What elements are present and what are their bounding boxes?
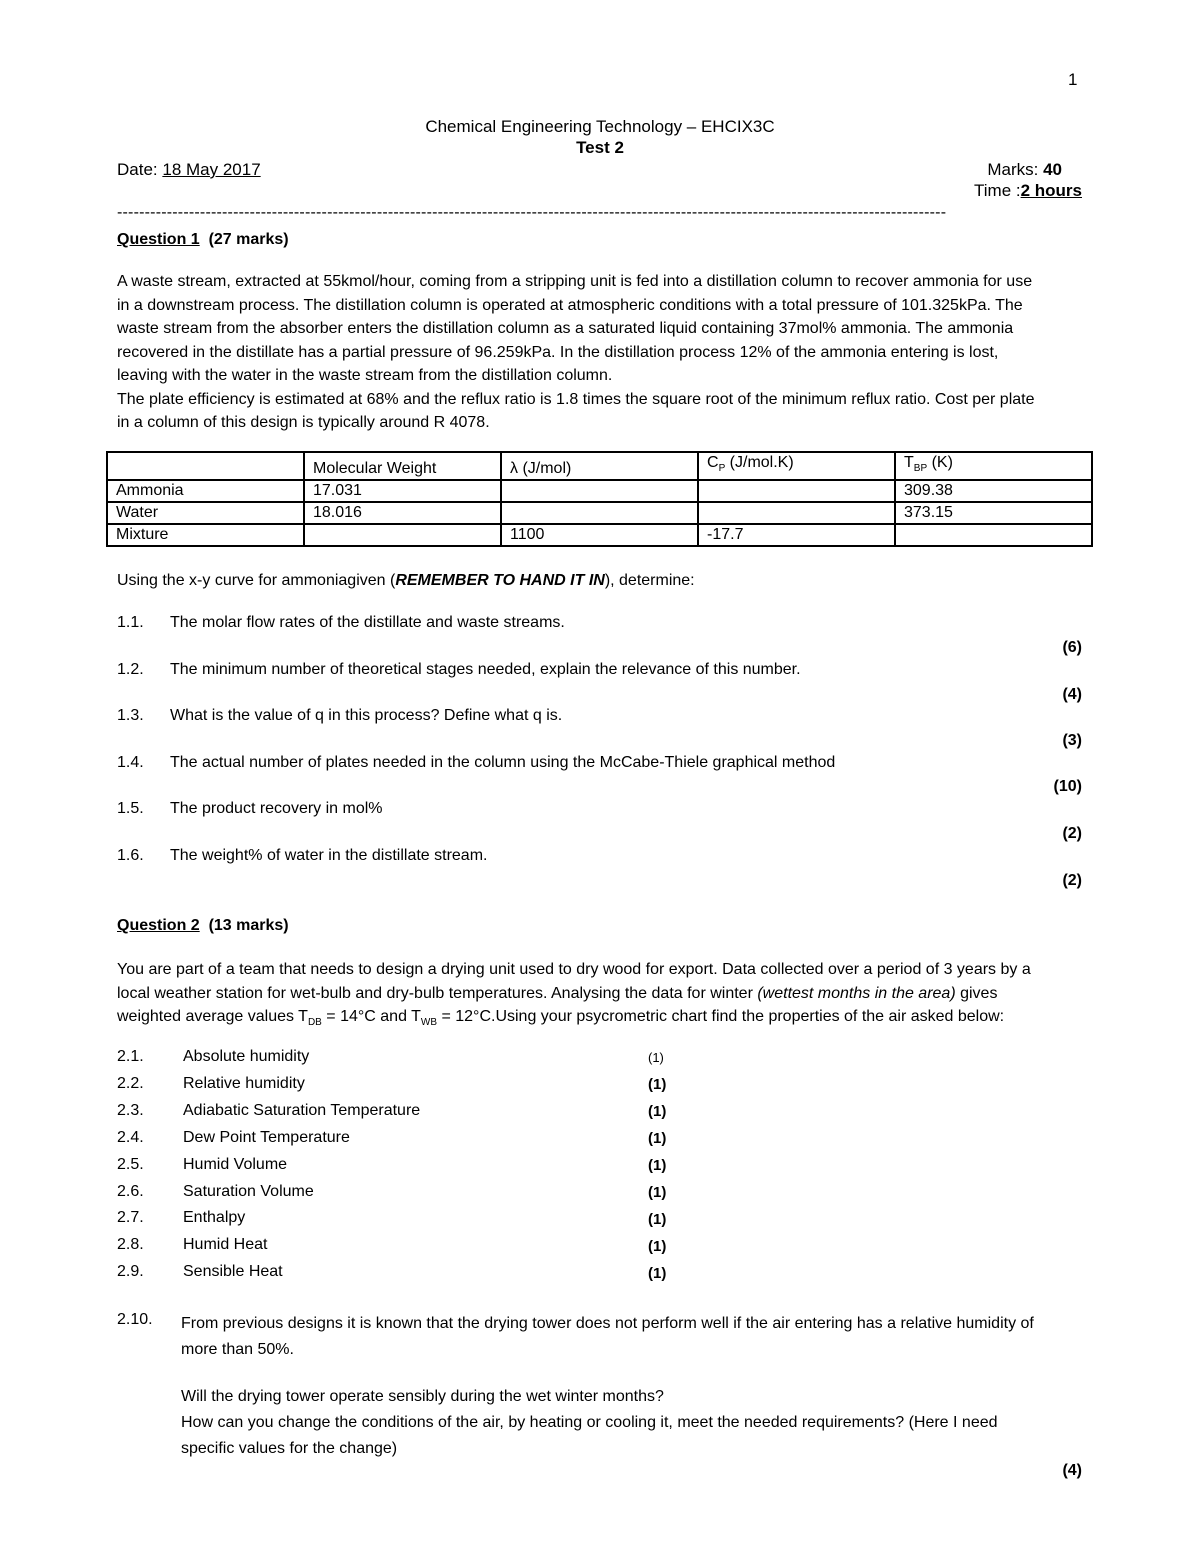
table-cell: -17.7 <box>698 524 895 546</box>
q2-item10-line: From previous designs it is known that the drying tower does not perform well if the air entering has a relative humidity of <box>181 1315 1034 1332</box>
cp-subscript: P <box>718 463 726 475</box>
table-row <box>107 502 1092 524</box>
q1-para-line: in a column of this design is typically around R 4078. <box>117 414 490 431</box>
q2-heading-line <box>117 917 289 935</box>
q2-item-mark: (1) <box>648 1238 667 1255</box>
time-value: 2 hours <box>1020 181 1082 200</box>
q1-item-text: The weight% of water in the distillate stream. <box>170 847 488 864</box>
table-header-cell: λ (J/mol) <box>501 452 698 480</box>
q2-item10-question-line: Will the drying tower operate sensibly during the wet winter months? <box>181 1388 664 1405</box>
properties-table <box>106 451 1093 547</box>
q2-item-mark: (1) <box>648 1211 667 1228</box>
date-line <box>117 160 261 180</box>
q2-heading: Question 2 <box>117 917 200 934</box>
twb-subscript: WB <box>420 1017 438 1029</box>
q1-instruction <box>117 572 695 590</box>
table-cell: 18.016 <box>304 502 501 524</box>
q1-item-text: What is the value of q in this process? Define what q is. <box>170 707 563 724</box>
q2-item-number: 2.2. <box>117 1075 144 1092</box>
instruction-pre: Using the x-y curve for ammoniagiven ( <box>117 572 396 589</box>
marks-line <box>987 160 1062 180</box>
table-header-cell: Molecular Weight <box>304 452 501 480</box>
separator-line: ------------------------------------------------------------------------------------------------------------------------------------------------------ <box>117 204 947 221</box>
q2-item-number: 2.5. <box>117 1156 144 1173</box>
tdb-text: weighted average values T <box>117 1008 308 1025</box>
table-cell <box>501 480 698 502</box>
table-cell <box>304 524 501 546</box>
twb-text: = 14°C and T <box>321 1008 421 1025</box>
q1-item-number: 1.4. <box>117 754 144 771</box>
q1-para-line: A waste stream, extracted at 55kmol/hour, coming from a stripping unit is fed into a distillation column to recover ammonia for use <box>117 273 1033 290</box>
q1-item-mark: (4) <box>1062 686 1082 703</box>
q2-item-text: Relative humidity <box>183 1075 305 1092</box>
q1-item-mark: (6) <box>1062 639 1082 656</box>
q2-item-text: Saturation Volume <box>183 1183 314 1200</box>
q2-item10-question-line: How can you change the conditions of the air, by heating or cooling it, meet the needed requirements? (Here I need <box>181 1414 998 1431</box>
tbp-subscript: BP <box>913 463 928 475</box>
cp-symbol: C <box>707 454 719 471</box>
table-row <box>107 480 1092 502</box>
q2-item-mark: (1) <box>648 1157 667 1174</box>
table-header-cell <box>895 452 1092 480</box>
q2-para-italic: (wettest months in the area) <box>757 984 956 1002</box>
time-line <box>974 181 1082 201</box>
q2-item10-question-line: specific values for the change) <box>181 1440 398 1457</box>
q2-para-post: gives <box>955 984 998 1002</box>
q1-paragraph <box>117 270 1082 435</box>
q1-item-number: 1.5. <box>117 800 144 817</box>
q2-item-number: 2.6. <box>117 1183 144 1200</box>
tbp-symbol: T <box>904 454 914 471</box>
q1-item-mark: (2) <box>1062 825 1082 842</box>
q2-item10-questions <box>181 1384 998 1462</box>
q2-item-text: Enthalpy <box>183 1209 246 1226</box>
q2-item-text: Absolute humidity <box>183 1048 310 1065</box>
q1-item-text: The actual number of plates needed in the column using the McCabe-Thiele graphical method <box>170 754 836 771</box>
q1-item-number: 1.3. <box>117 707 144 724</box>
tbp-unit: (K) <box>927 454 953 471</box>
q2-item-mark: (1) <box>648 1103 667 1120</box>
tdb-subscript: DB <box>307 1017 322 1029</box>
q2-item-number: 2.10. <box>117 1311 153 1328</box>
q1-para-line: waste stream from the absorber enters the distillation column as a saturated liquid containing 37mol% ammonia. The ammonia <box>117 320 1014 337</box>
table-cell: Water <box>107 502 304 524</box>
marks-label: Marks: <box>987 160 1044 179</box>
q2-para-pre: local weather station for wet-bulb and dry-bulb temperatures. Analysing the data for winter <box>117 984 758 1002</box>
table-cell <box>501 502 698 524</box>
table-cell <box>698 480 895 502</box>
q1-item-mark: (3) <box>1062 732 1082 749</box>
q1-heading-line <box>117 231 289 249</box>
table-cell: 309.38 <box>895 480 1092 502</box>
table-cell <box>895 524 1092 546</box>
table-cell: 17.031 <box>304 480 501 502</box>
q2-item-number: 2.7. <box>117 1209 144 1226</box>
page-number: 1 <box>1068 70 1078 89</box>
time-label: Time : <box>974 181 1021 200</box>
table-header-cell <box>107 452 304 480</box>
table-row <box>107 524 1092 546</box>
q2-item-number: 2.4. <box>117 1129 144 1146</box>
q1-item-number: 1.1. <box>117 614 144 631</box>
q2-item-text: Humid Volume <box>183 1156 288 1173</box>
test-title: Test 2 <box>576 138 624 157</box>
q1-marks: (27 marks) <box>208 231 289 248</box>
q1-para-line: in a downstream process. The distillation column is operated at atmospheric conditions with a total pressure of 101.325kPa. The <box>117 296 1023 314</box>
date-value: 18 May 2017 <box>162 160 261 179</box>
q2-item-mark: (1) <box>648 1265 667 1282</box>
q2-para-line <box>117 982 1082 1006</box>
q2-para-line <box>117 1005 1082 1035</box>
q2-item-number: 2.3. <box>117 1102 144 1119</box>
q2-item-mark: (1) <box>648 1076 667 1093</box>
q2-item10-text <box>181 1311 1034 1363</box>
instruction-post: ), determine: <box>604 572 695 589</box>
q1-item-text: The minimum number of theoretical stages needed, explain the relevance of this number. <box>170 661 801 678</box>
table-header-row <box>107 452 1092 480</box>
q2-item-text: Dew Point Temperature <box>183 1129 350 1146</box>
course-title: Chemical Engineering Technology – EHCIX3C <box>425 117 775 136</box>
cp-unit: (J/mol.K) <box>725 454 794 471</box>
q2-marks: (13 marks) <box>208 917 289 934</box>
q1-item-text: The molar flow rates of the distillate and waste streams. <box>170 614 565 631</box>
q2-item-text: Humid Heat <box>183 1236 268 1253</box>
q1-item-mark: (2) <box>1062 872 1082 889</box>
q1-para-line: leaving with the water in the waste stream from the distillation column. <box>117 367 613 384</box>
q2-para-line: You are part of a team that needs to design a drying unit used to dry wood for export. Data collected over a period of 3 years by a <box>117 961 1031 978</box>
q1-para-line: recovered in the distillate has a partial pressure of 96.259kPa. In the distillation process 12% of the ammonia entering is lost, <box>117 343 999 361</box>
q2-item-mark: (1) <box>648 1050 664 1065</box>
table-cell: Ammonia <box>107 480 304 502</box>
q2-item-number: 2.8. <box>117 1236 144 1253</box>
q1-item-number: 1.2. <box>117 661 144 678</box>
q2-item10-line: more than 50%. <box>181 1341 294 1358</box>
q1-item-text: The product recovery in mol% <box>170 800 383 817</box>
q2-item-text: Adiabatic Saturation Temperature <box>183 1102 421 1119</box>
table-cell: 1100 <box>501 524 698 546</box>
date-label: Date: <box>117 160 163 179</box>
q1-item-mark: (10) <box>1053 778 1082 795</box>
table-cell <box>698 502 895 524</box>
marks-value: 40 <box>1043 160 1062 179</box>
table-cell: Mixture <box>107 524 304 546</box>
q1-para-line: The plate efficiency is estimated at 68% and the reflux ratio is 1.8 times the square root of the minimum reflux ratio. Cost per plate <box>117 390 1035 408</box>
table-cell: 373.15 <box>895 502 1092 524</box>
q2-paragraph <box>117 958 1082 1035</box>
q2-item-number: 2.9. <box>117 1263 144 1280</box>
q1-heading: Question 1 <box>117 231 200 248</box>
q2-para-end: = 12°C.Using your psycrometric chart find the properties of the air asked below: <box>437 1008 1005 1025</box>
q2-item-number: 2.1. <box>117 1048 144 1065</box>
q2-item-mark: (1) <box>648 1130 667 1147</box>
q2-item-mark: (1) <box>648 1184 667 1201</box>
table-header-cell <box>698 452 895 480</box>
q1-item-number: 1.6. <box>117 847 144 864</box>
q2-item-text: Sensible Heat <box>183 1263 283 1280</box>
q2-item10-mark: (4) <box>1062 1462 1082 1479</box>
instruction-emphasis: REMEMBER TO HAND IT IN <box>395 572 605 589</box>
